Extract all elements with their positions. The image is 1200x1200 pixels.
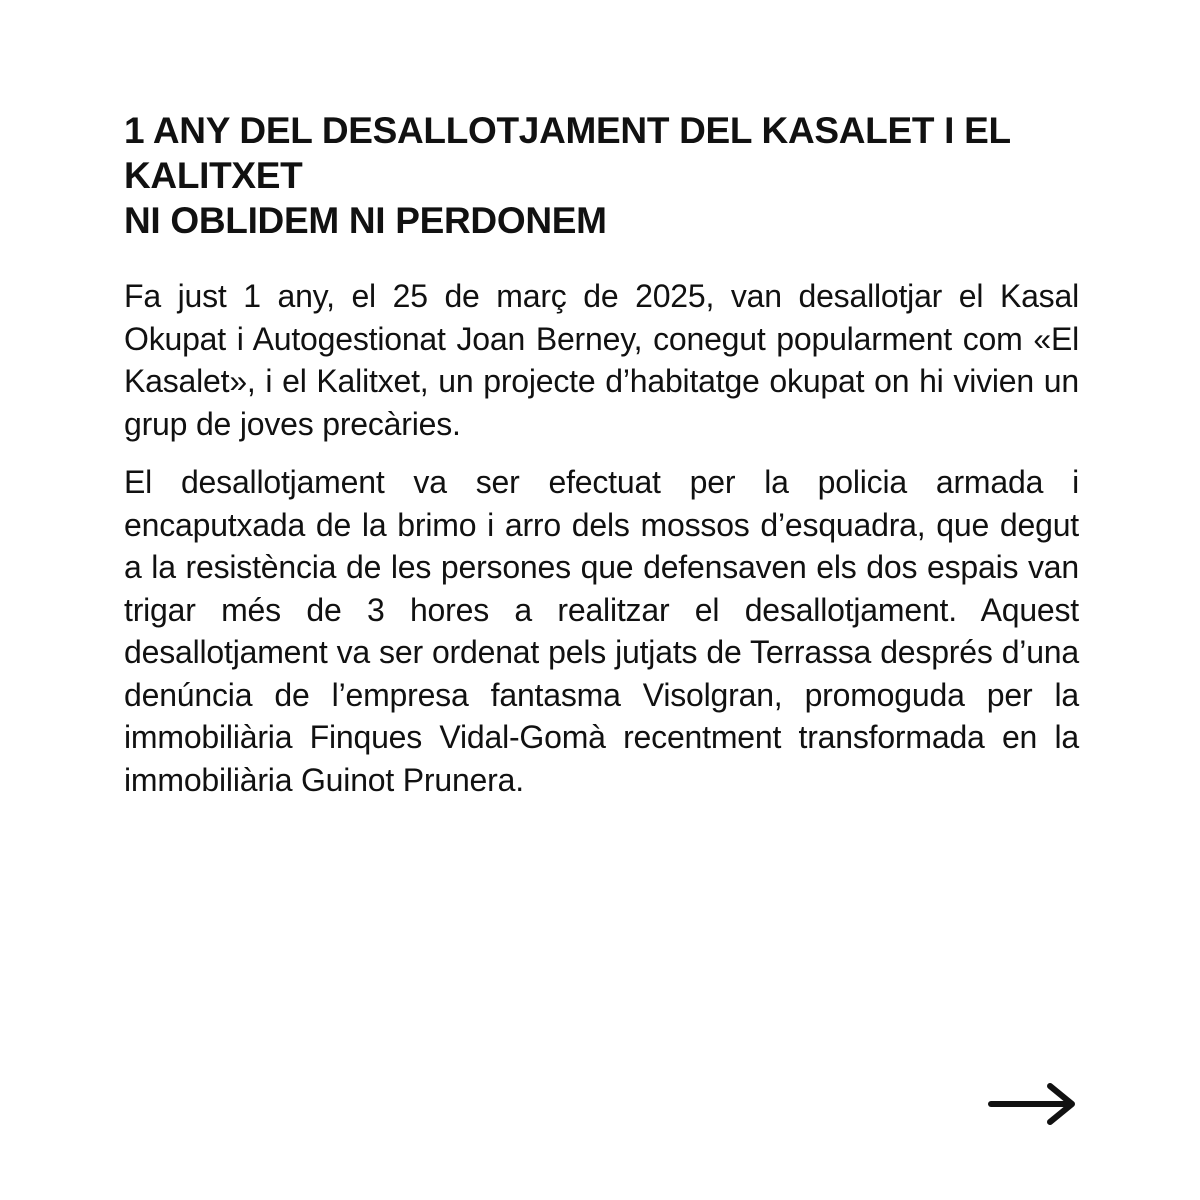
title-line-1: 1 ANY DEL DESALLOTJAMENT DEL KASALET I EL KALITXET [124,110,1011,196]
next-slide-button[interactable] [986,1079,1080,1129]
post-content [124,108,1079,801]
title-line-2: NI OBLIDEM NI PERDONEM [124,200,607,241]
intro-paragraph: Fa just 1 any, el 25 de març de 2025, van desallotjar el Kasal Okupat i Autogestionat Joan Berney, conegut popularment com «El Kasalet», i el Kalitxet, un projecte d’habitatge okupat on hi vivien un grup de joves precàries. [124,278,1079,442]
details-paragraph: El desallotjament va ser efectuat per la policia armada i encaputxada de la brimo i arro dels mossos d’esquadra, que degut a la resistència de les persones que defensaven els dos espais van trigar més de 3 hores a realitzar el desallotjament. Aquest desallotjament va ser ordenat pels jutjats de Terrassa després d’una denúncia de l’empresa fantasma Visolgran, promoguda per la immobiliària Finques Vidal-Gomà recentment transformada en la immobiliària Guinot Prunera. [124,464,1079,798]
arrow-right-icon [986,1079,1080,1129]
post-title [124,108,1079,243]
